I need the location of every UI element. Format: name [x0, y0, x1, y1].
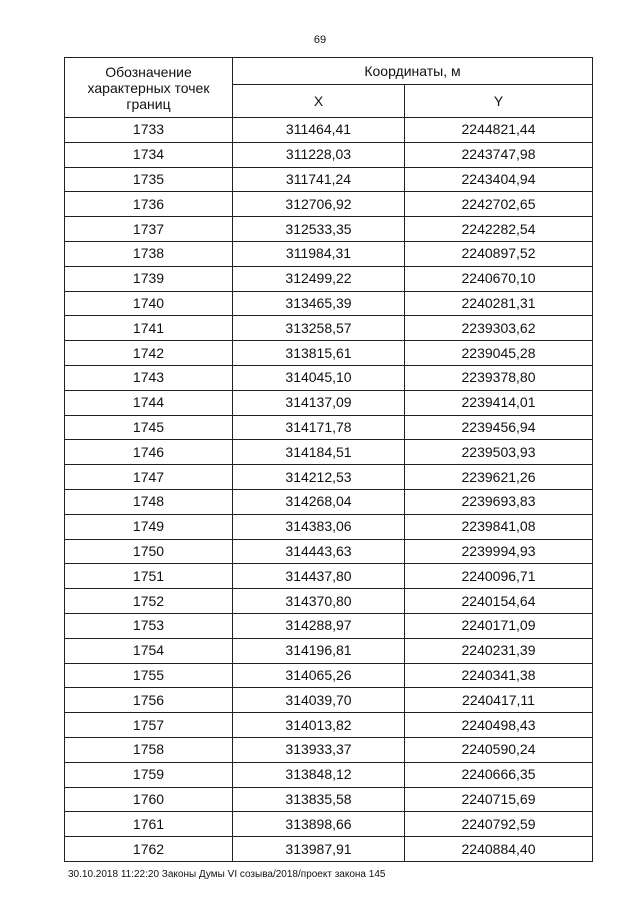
cell-y-coordinate: 2239994,93 — [405, 539, 593, 564]
cell-point-number: 1734 — [65, 142, 233, 167]
cell-y-coordinate: 2240715,69 — [405, 787, 593, 812]
cell-x-coordinate: 314288,97 — [233, 613, 405, 638]
cell-x-coordinate: 314212,53 — [233, 465, 405, 490]
cell-x-coordinate: 314137,09 — [233, 390, 405, 415]
table-row — [65, 812, 593, 837]
cell-y-coordinate: 2239303,62 — [405, 316, 593, 341]
footer-document-path: 30.10.2018 11:22:20 Законы Думы VI созыва/2018/проект закона 145 — [68, 869, 386, 880]
table-row — [65, 291, 593, 316]
cell-x-coordinate: 311741,24 — [233, 167, 405, 192]
cell-point-number: 1739 — [65, 266, 233, 291]
cell-point-number: 1760 — [65, 787, 233, 812]
cell-point-number: 1735 — [65, 167, 233, 192]
cell-y-coordinate: 2239378,80 — [405, 365, 593, 390]
cell-x-coordinate: 313898,66 — [233, 812, 405, 837]
cell-y-coordinate: 2240897,52 — [405, 241, 593, 266]
cell-x-coordinate: 311228,03 — [233, 142, 405, 167]
cell-x-coordinate: 314045,10 — [233, 365, 405, 390]
cell-x-coordinate: 311984,31 — [233, 241, 405, 266]
cell-point-number: 1754 — [65, 638, 233, 663]
cell-x-coordinate: 314437,80 — [233, 564, 405, 589]
table-row — [65, 787, 593, 812]
cell-x-coordinate: 313987,91 — [233, 837, 405, 862]
table-row — [65, 489, 593, 514]
cell-point-number: 1761 — [65, 812, 233, 837]
table-header-row — [65, 58, 593, 85]
cell-point-number: 1744 — [65, 390, 233, 415]
page-number: 69 — [313, 34, 327, 46]
cell-x-coordinate: 314268,04 — [233, 489, 405, 514]
cell-y-coordinate: 2240171,09 — [405, 613, 593, 638]
cell-y-coordinate: 2240884,40 — [405, 837, 593, 862]
table-row — [65, 737, 593, 762]
cell-point-number: 1751 — [65, 564, 233, 589]
cell-y-coordinate: 2240670,10 — [405, 266, 593, 291]
cell-point-number: 1752 — [65, 589, 233, 614]
cell-point-number: 1762 — [65, 837, 233, 862]
cell-point-number: 1733 — [65, 118, 233, 143]
header-coordinates: Координаты, м — [233, 58, 593, 85]
table-row — [65, 217, 593, 242]
table-row — [65, 589, 593, 614]
cell-point-number: 1758 — [65, 737, 233, 762]
cell-y-coordinate: 2239841,08 — [405, 514, 593, 539]
cell-point-number: 1755 — [65, 663, 233, 688]
table-row — [65, 465, 593, 490]
cell-y-coordinate: 2244821,44 — [405, 118, 593, 143]
table-row — [65, 142, 593, 167]
cell-x-coordinate: 313835,58 — [233, 787, 405, 812]
cell-point-number: 1745 — [65, 415, 233, 440]
table-row — [65, 539, 593, 564]
table-row — [65, 390, 593, 415]
cell-point-number: 1741 — [65, 316, 233, 341]
cell-point-number: 1746 — [65, 440, 233, 465]
cell-y-coordinate: 2239414,01 — [405, 390, 593, 415]
header-point-designation: Обозначение характерных точек границ — [65, 58, 233, 118]
cell-x-coordinate: 314383,06 — [233, 514, 405, 539]
table-row — [65, 688, 593, 713]
cell-y-coordinate: 2240792,59 — [405, 812, 593, 837]
table-row — [65, 613, 593, 638]
cell-y-coordinate: 2239045,28 — [405, 341, 593, 366]
cell-x-coordinate: 314184,51 — [233, 440, 405, 465]
cell-y-coordinate: 2240096,71 — [405, 564, 593, 589]
cell-point-number: 1753 — [65, 613, 233, 638]
table-row — [65, 316, 593, 341]
cell-y-coordinate: 2242702,65 — [405, 192, 593, 217]
cell-y-coordinate: 2240231,39 — [405, 638, 593, 663]
cell-x-coordinate: 313933,37 — [233, 737, 405, 762]
cell-x-coordinate: 313465,39 — [233, 291, 405, 316]
cell-y-coordinate: 2243747,98 — [405, 142, 593, 167]
cell-point-number: 1759 — [65, 762, 233, 787]
coordinates-table — [64, 57, 593, 862]
cell-x-coordinate: 311464,41 — [233, 118, 405, 143]
cell-point-number: 1747 — [65, 465, 233, 490]
cell-x-coordinate: 314443,63 — [233, 539, 405, 564]
cell-y-coordinate: 2240590,24 — [405, 737, 593, 762]
table-row — [65, 266, 593, 291]
cell-y-coordinate: 2240498,43 — [405, 713, 593, 738]
cell-x-coordinate: 314065,26 — [233, 663, 405, 688]
table-row — [65, 415, 593, 440]
table-row — [65, 241, 593, 266]
cell-point-number: 1737 — [65, 217, 233, 242]
cell-x-coordinate: 314013,82 — [233, 713, 405, 738]
cell-y-coordinate: 2240666,35 — [405, 762, 593, 787]
cell-x-coordinate: 314370,80 — [233, 589, 405, 614]
cell-y-coordinate: 2239693,83 — [405, 489, 593, 514]
cell-point-number: 1740 — [65, 291, 233, 316]
cell-y-coordinate: 2240281,31 — [405, 291, 593, 316]
cell-x-coordinate: 312533,35 — [233, 217, 405, 242]
cell-x-coordinate: 313848,12 — [233, 762, 405, 787]
cell-x-coordinate: 312499,22 — [233, 266, 405, 291]
table-row — [65, 713, 593, 738]
cell-x-coordinate: 312706,92 — [233, 192, 405, 217]
cell-point-number: 1738 — [65, 241, 233, 266]
cell-point-number: 1743 — [65, 365, 233, 390]
cell-y-coordinate: 2239456,94 — [405, 415, 593, 440]
cell-point-number: 1756 — [65, 688, 233, 713]
cell-y-coordinate: 2240417,11 — [405, 688, 593, 713]
table-row — [65, 514, 593, 539]
table-row — [65, 638, 593, 663]
table-row — [65, 365, 593, 390]
cell-point-number: 1749 — [65, 514, 233, 539]
table-row — [65, 192, 593, 217]
header-y: Y — [405, 85, 593, 118]
table-row — [65, 341, 593, 366]
cell-point-number: 1736 — [65, 192, 233, 217]
cell-x-coordinate: 313258,57 — [233, 316, 405, 341]
table-row — [65, 564, 593, 589]
cell-point-number: 1742 — [65, 341, 233, 366]
cell-x-coordinate: 314171,78 — [233, 415, 405, 440]
cell-y-coordinate: 2242282,54 — [405, 217, 593, 242]
table-row — [65, 118, 593, 143]
table-row — [65, 663, 593, 688]
cell-y-coordinate: 2239503,93 — [405, 440, 593, 465]
cell-y-coordinate: 2240341,38 — [405, 663, 593, 688]
header-x: X — [233, 85, 405, 118]
cell-point-number: 1757 — [65, 713, 233, 738]
table-body — [65, 118, 593, 862]
table-row — [65, 762, 593, 787]
cell-y-coordinate: 2240154,64 — [405, 589, 593, 614]
cell-point-number: 1750 — [65, 539, 233, 564]
cell-point-number: 1748 — [65, 489, 233, 514]
cell-x-coordinate: 314039,70 — [233, 688, 405, 713]
table-row — [65, 837, 593, 862]
cell-x-coordinate: 314196,81 — [233, 638, 405, 663]
cell-y-coordinate: 2239621,26 — [405, 465, 593, 490]
cell-x-coordinate: 313815,61 — [233, 341, 405, 366]
table-row — [65, 167, 593, 192]
table-row — [65, 440, 593, 465]
cell-y-coordinate: 2243404,94 — [405, 167, 593, 192]
